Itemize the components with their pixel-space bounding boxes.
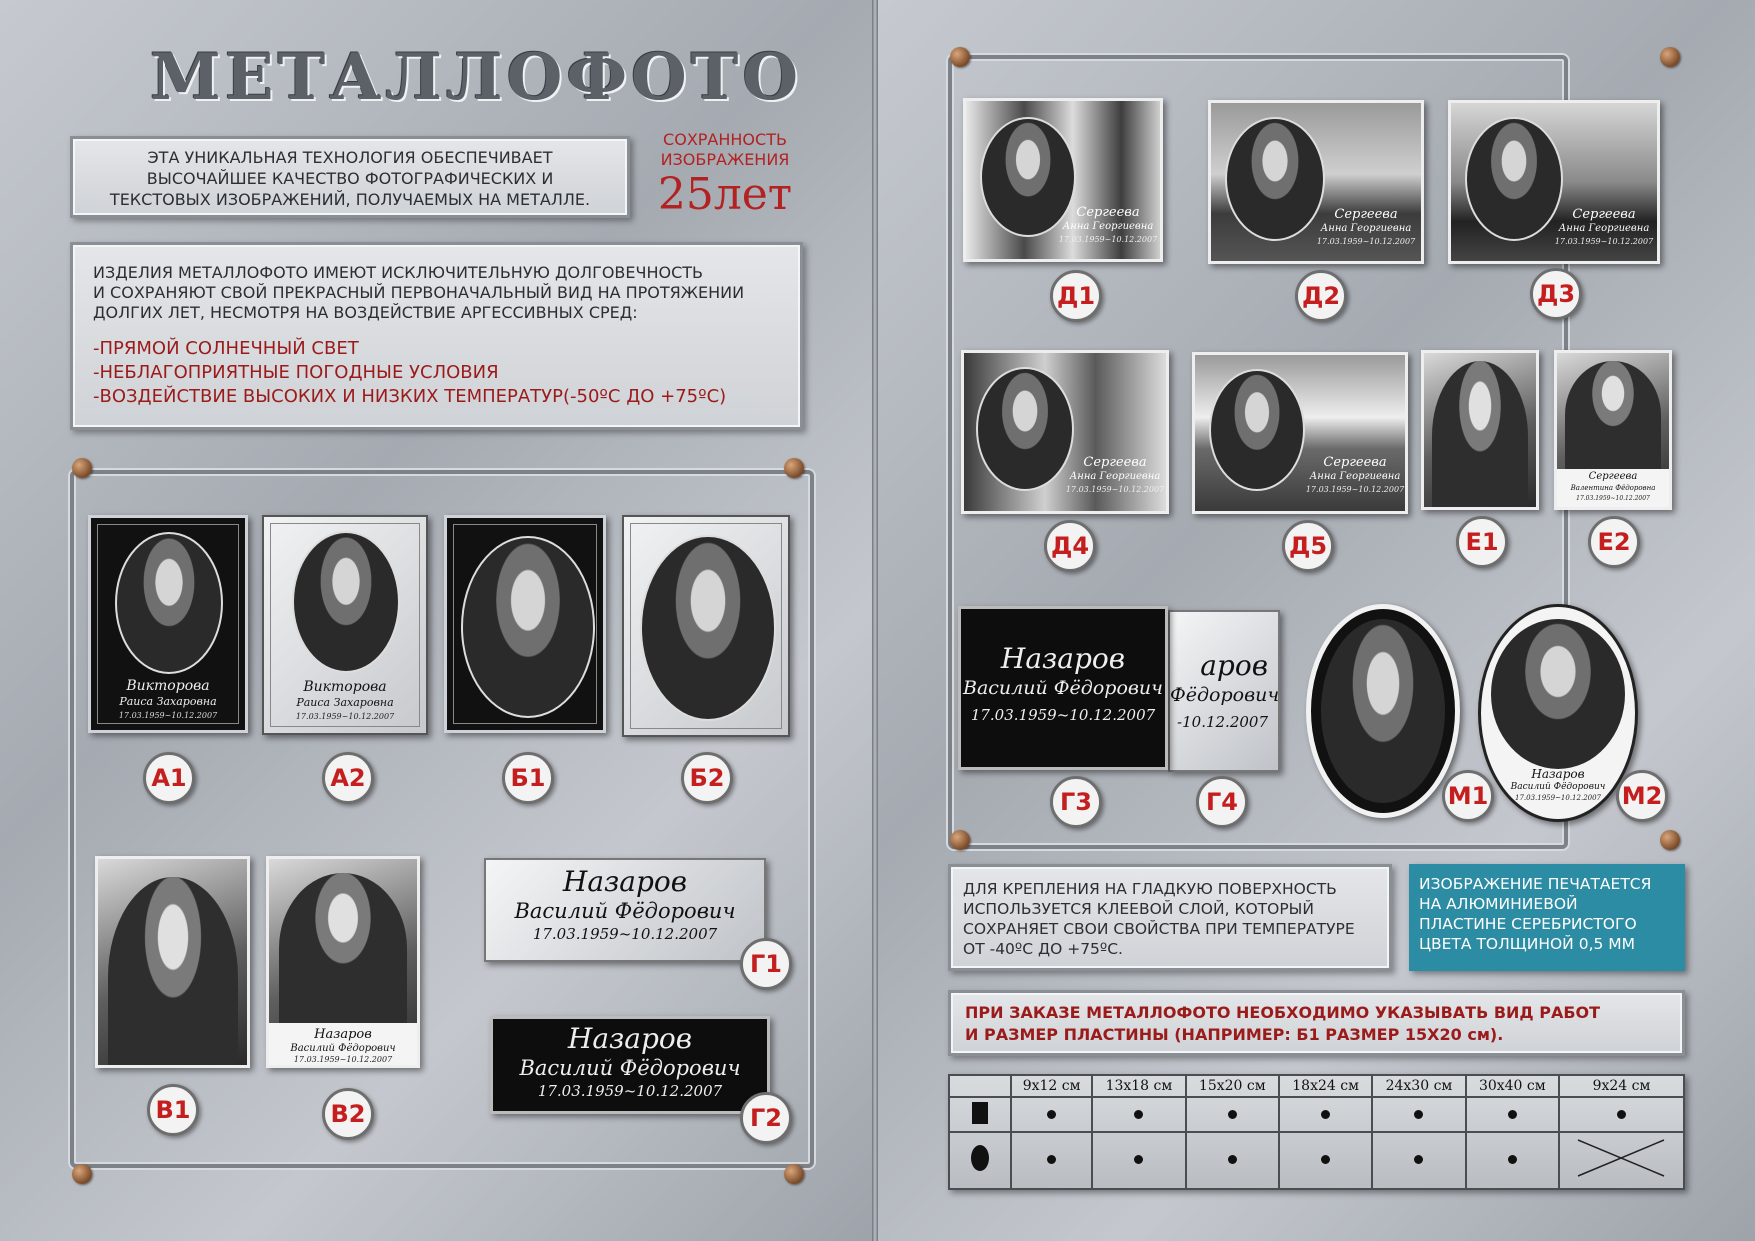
badge-b2: Б2 (681, 752, 733, 804)
plate-dates: 17.03.1959~10.12.2007 (970, 706, 1156, 724)
plate-name: Назаров (562, 865, 688, 898)
factor-list (93, 337, 780, 409)
plate-name: Викторова (126, 678, 210, 694)
plate-b2 (622, 515, 790, 737)
availability-dot (1372, 1132, 1465, 1189)
plate-name: Назаров (567, 1022, 693, 1055)
plate-patronym: Анна Георгиевна (1309, 471, 1401, 482)
badge-d3: Д3 (1530, 268, 1582, 320)
plate-name: Сергеева (1083, 455, 1147, 470)
availability-dot (1186, 1132, 1279, 1189)
plate-name: Назаров (1000, 642, 1126, 675)
size-header: 13х18 см (1092, 1075, 1185, 1097)
adhesive-line: ДЛЯ КРЕПЛЕНИЯ НА ГЛАДКУЮ ПОВЕРХНОСТЬ (963, 880, 1337, 898)
rivet (950, 47, 970, 67)
table-row (949, 1097, 1684, 1132)
plate-dates: 17.03.1959~10.12.2007 (1554, 237, 1654, 246)
availability-dot (1092, 1132, 1185, 1189)
adhesive-info-box (948, 864, 1392, 971)
plate-e1 (1421, 350, 1539, 510)
badge-d2: Д2 (1295, 270, 1347, 322)
plate-dates: 17.03.1959~10.12.2007 (293, 1055, 393, 1064)
portrait-photo (1491, 619, 1625, 769)
availability-dot (1279, 1132, 1372, 1189)
plate-name: Назаров (1531, 767, 1585, 781)
plate-patronym: Анна Георгиевна (1069, 471, 1161, 482)
rivet (1660, 47, 1680, 67)
adhesive-line: ИСПОЛЬЗУЕТСЯ КЛЕЕВОЙ СЛОЙ, КОТОРЫЙ (963, 900, 1314, 918)
plate-dates: 17.03.1959~10.12.2007 (1576, 495, 1650, 502)
plate-name: Назаров (314, 1027, 372, 1042)
plate-dates: 17.03.1959~10.12.2007 (118, 711, 218, 720)
adhesive-line: ОТ -40ºС ДО +75ºС. (963, 940, 1123, 958)
badge-b1: Б1 (502, 752, 554, 804)
availability-dot (1092, 1097, 1185, 1132)
plate-d2 (1208, 100, 1424, 264)
plate-a2 (262, 515, 428, 735)
table-row (949, 1132, 1684, 1189)
plate-patronym: Фёдорович (1170, 684, 1280, 706)
plate-v2 (266, 856, 420, 1068)
plate-patronym: Василий Фёдорович (290, 1043, 396, 1054)
badge-a2: А2 (322, 752, 374, 804)
plate-g1 (484, 858, 766, 962)
preservation-line2: ИЗОБРАЖЕНИЯ (660, 150, 790, 169)
availability-dot (1186, 1097, 1279, 1132)
order-note-line: ПРИ ЗАКАЗЕ МЕТАЛЛОФОТО НЕОБХОДИМО УКАЗЫВАТЬ ВИД РАБОТ (965, 1003, 1601, 1022)
portrait-photo (108, 877, 238, 1068)
rivet (950, 830, 970, 850)
badge-m1: М1 (1442, 770, 1494, 822)
plate-patronym: Василий Фёдорович (1510, 782, 1606, 792)
plate-b1 (444, 515, 606, 733)
oval-shape-icon (949, 1132, 1011, 1189)
intro-box (70, 136, 630, 218)
portrait-photo (115, 532, 223, 674)
page-title: МЕТАЛЛОФОТО (150, 40, 803, 115)
badge-v1: В1 (147, 1084, 199, 1136)
adhesive-line: СОХРАНЯЕТ СВОИ СВОЙСТВА ПРИ ТЕМПЕРАТУРЕ (963, 920, 1355, 938)
rivet (784, 458, 804, 478)
plate-patronym: Валентина Фёдоровна (1570, 484, 1656, 492)
portrait-photo (461, 536, 595, 718)
sizes-table (948, 1074, 1685, 1190)
badge-v2: В2 (322, 1088, 374, 1140)
portrait-photo (292, 531, 400, 673)
size-header: 30х40 см (1466, 1075, 1559, 1097)
portrait-photo (1432, 361, 1528, 510)
print-info-box (1409, 864, 1685, 971)
plate-dates: 17.03.1959~10.12.2007 (532, 925, 718, 943)
portrait-photo (1321, 619, 1445, 803)
plate-patronym: Василий Фёдорович (514, 899, 736, 923)
portrait-photo (640, 535, 776, 721)
durability-line: ИЗДЕЛИЯ МЕТАЛЛОФОТО ИМЕЮТ ИСКЛЮЧИТЕЛЬНУЮ ДОЛГОВЕЧНОСТЬ (93, 263, 704, 282)
badge-d1: Д1 (1050, 270, 1102, 322)
plate-dates: 17.03.1959~10.12.2007 (1058, 235, 1158, 244)
rivet (784, 1164, 804, 1184)
rivet (72, 1164, 92, 1184)
plate-patronym: Василий Фёдорович (519, 1056, 741, 1080)
portrait-photo (279, 873, 407, 1023)
portrait-photo (1209, 369, 1305, 491)
availability-dot (1466, 1132, 1559, 1189)
plate-e2 (1554, 350, 1672, 510)
table-corner (949, 1075, 1011, 1097)
preservation-years: 25лет (657, 169, 793, 220)
rectangle-shape-icon (949, 1097, 1011, 1132)
plate-m2 (1478, 604, 1638, 822)
durability-box (70, 242, 803, 430)
plate-name: Викторова (303, 679, 387, 695)
size-header: 18х24 см (1279, 1075, 1372, 1097)
plate-name: Сергеева (1076, 205, 1140, 220)
size-header: 15х20 см (1186, 1075, 1279, 1097)
plate-dates: 17.03.1959~10.12.2007 (1514, 794, 1602, 802)
plate-dates: 17.03.1959~10.12.2007 (1316, 237, 1416, 246)
plate-dates: -10.12.2007 (1177, 713, 1268, 731)
plate-patronym: Василий Фёдорович (963, 677, 1163, 699)
plate-d3 (1448, 100, 1660, 264)
plate-d1 (963, 98, 1163, 262)
intro-line: ВЫСОЧАЙШЕЕ КАЧЕСТВО ФОТОГРАФИЧЕСКИХ И (146, 169, 554, 188)
plate-dates: 17.03.1959~10.12.2007 (1305, 485, 1405, 494)
badge-g2: Г2 (740, 1092, 792, 1144)
order-note-box (948, 990, 1685, 1056)
factor-item: -НЕБЛАГОПРИЯТНЫЕ ПОГОДНЫЕ УСЛОВИЯ (93, 362, 499, 383)
cross-mark (1576, 1138, 1666, 1178)
plate-patronym: Анна Георгиевна (1320, 223, 1412, 234)
size-header: 9х12 см (1011, 1075, 1092, 1097)
availability-dot (1279, 1097, 1372, 1132)
plate-name: Сергеева (1572, 207, 1636, 222)
table-header-row (949, 1075, 1684, 1097)
portrait-photo (1565, 361, 1661, 469)
print-info-line: ИЗОБРАЖЕНИЕ ПЕЧАТАЕТСЯ (1419, 875, 1652, 893)
print-info-line: НА АЛЮМИНИЕВОЙ (1419, 895, 1578, 913)
availability-dot (1011, 1097, 1092, 1132)
badge-e1: Е1 (1456, 516, 1508, 568)
plate-v1 (95, 856, 250, 1068)
rivet (72, 458, 92, 478)
plate-m1 (1306, 604, 1460, 818)
plate-dates: 17.03.1959~10.12.2007 (537, 1082, 723, 1100)
plate-patronym: Анна Георгиевна (1062, 221, 1154, 232)
unavailable-cross-icon (1559, 1132, 1684, 1189)
print-info-line: ЦВЕТА ТОЛЩИНОЙ 0,5 ММ (1419, 935, 1636, 953)
preservation-line1: СОХРАННОСТЬ (663, 130, 787, 149)
badge-g3: Г3 (1050, 776, 1102, 828)
portrait-photo (1465, 117, 1563, 241)
availability-dot (1559, 1097, 1684, 1132)
intro-line: ТЕКСТОВЫХ ИЗОБРАЖЕНИЙ, ПОЛУЧАЕМЫХ НА МЕТАЛЛЕ. (109, 190, 591, 209)
intro-line: ЭТА УНИКАЛЬНАЯ ТЕХНОЛОГИЯ ОБЕСПЕЧИВАЕТ (147, 148, 553, 167)
durability-line: И СОХРАНЯЮТ СВОЙ ПРЕКРАСНЫЙ ПЕРВОНАЧАЛЬНЫЙ ВИД НА ПРОТЯЖЕНИИ (93, 283, 745, 302)
left-page (0, 0, 872, 1241)
plate-dates: 17.03.1959~10.12.2007 (1065, 485, 1165, 494)
badge-m2: М2 (1616, 770, 1668, 822)
availability-dot (1372, 1097, 1465, 1132)
plate-name: аров (1200, 649, 1268, 682)
plate-d5 (1192, 352, 1408, 514)
order-note-line: И РАЗМЕР ПЛАСТИНЫ (НАПРИМЕР: Б1 РАЗМЕР 15Х20 см). (965, 1025, 1504, 1044)
plate-d4 (961, 350, 1169, 514)
availability-dot (1466, 1097, 1559, 1132)
badge-g1: Г1 (740, 938, 792, 990)
rivet (1660, 830, 1680, 850)
badge-d5: Д5 (1282, 520, 1334, 572)
badge-e2: Е2 (1588, 516, 1640, 568)
factor-item: -ВОЗДЕЙСТВИЕ ВЫСОКИХ И НИЗКИХ ТЕМПЕРАТУР(-50ºС ДО +75ºС) (93, 386, 727, 407)
plate-name: Сергеева (1588, 471, 1638, 482)
badge-d4: Д4 (1044, 520, 1096, 572)
plate-patronym: Раиса Захаровна (296, 696, 394, 709)
plate-a1 (88, 515, 248, 733)
print-info-line: ПЛАСТИНЕ СЕРЕБРИСТОГО (1419, 915, 1637, 933)
badge-a1: А1 (143, 752, 195, 804)
portrait-photo (1225, 117, 1325, 241)
plate-g2 (490, 1016, 770, 1114)
size-header: 9х24 см (1559, 1075, 1684, 1097)
plate-name: Сергеева (1323, 455, 1387, 470)
portrait-photo (976, 367, 1074, 491)
badge-g4: Г4 (1196, 776, 1248, 828)
preservation-label (645, 130, 805, 220)
factor-item: -ПРЯМОЙ СОЛНЕЧНЫЙ СВЕТ (93, 338, 359, 359)
size-header: 24х30 см (1372, 1075, 1465, 1097)
plate-name: Сергеева (1334, 207, 1398, 222)
plate-g4 (1168, 610, 1280, 772)
availability-dot (1011, 1132, 1092, 1189)
plate-g3 (958, 606, 1168, 770)
plate-patronym: Анна Георгиевна (1558, 223, 1650, 234)
durability-line: ДОЛГИХ ЛЕТ, НЕСМОТРЯ НА ВОЗДЕЙСТВИЕ АРГЕССИВНЫХ СРЕД: (93, 303, 638, 322)
plate-dates: 17.03.1959~10.12.2007 (295, 712, 395, 721)
plate-patronym: Раиса Захаровна (119, 695, 217, 708)
